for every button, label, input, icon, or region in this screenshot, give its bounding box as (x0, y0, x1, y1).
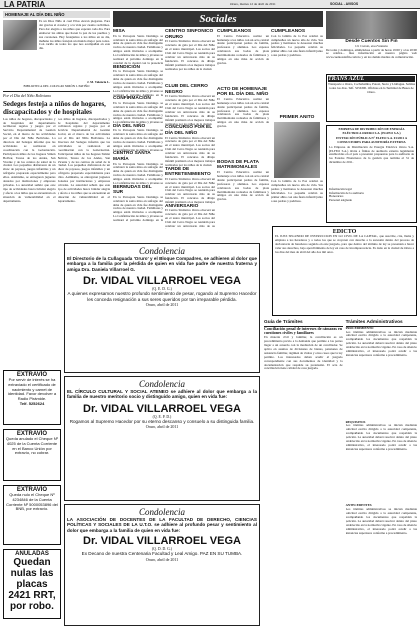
cuentos-text: De todas y domingos, emitiéndose a partir de horas 19:00 y a las 20:00 se celebra... mas información en nuestra página web www.cuentossinfin.com.bo y en los demás medios de comunicación. (326, 48, 417, 60)
tramites-head: REQUISITOS (345, 419, 366, 424)
sociales-col-1 (113, 29, 163, 241)
classified-ad (3, 485, 61, 545)
classified-ad (3, 370, 61, 425)
licitacion-item: Información de la auditoría (329, 190, 364, 195)
cuentos-ad (326, 11, 417, 71)
licitacion-ad (326, 125, 417, 223)
condolence-title: Condolencia (139, 379, 185, 389)
sociales-text: El Centro Sinfónico Oruro ofrecerá un concierto de gala por el Día del Niño en el teatro municipal. Los socios del Club del Cerro Negro se reunirán para celebrar un aniversario más de su fundación. El concurso de dibujo infantil premiará a los mejores trabajos realizados por los niños de la ciudad. (165, 136, 215, 167)
sociales-head: CENTRO SANTA MARÍA (113, 151, 151, 162)
condolence-footer: A quienes expresamos nuestro profundo sentimiento de pesar, rogando al Supremo Hacedor les conceda resignación a sus seres queridos por tan irreparable pérdida. (67, 291, 257, 302)
sociales-head: ANIVERSARIO (165, 203, 199, 209)
condolence-body: LA ASOCIACIÓN DE DOCENTES DE LA FACULTAD DE DERECHO, CIENCIAS POLÍTICAS Y SOCIALES DE LA U.T.O. se adhiere al profundo pesar y sentimiento al dolor que embarga a la familia de quien en vida fue: (67, 517, 257, 533)
sociales-text: En la Parroquia Santo Domingo se celebrará la santa misa en sufragio del alma de quien en vida fue distinguido vecino de nuestra ciudad. Familiares y amigos están invitados a acompañar. La Confirmación de niños y jóvenes se realizará el próximo domingo en la (113, 70, 163, 97)
classified-ad (3, 429, 61, 481)
condolence-name: Dr. VIDAL VILLARROEL VEGA (83, 535, 241, 548)
condolence-rip: (Q. E. P. D.) (152, 414, 172, 419)
sociales-head: TARDE DE ENTRETENIMIENTO (165, 166, 211, 178)
condolence-notice (64, 504, 260, 626)
child-photo (3, 20, 37, 50)
sociales-head: ACTO DE HOMENAJE POR EL DÍA DEL NIÑO (217, 86, 269, 98)
story-headline: Sedeges festeja a niños de hogares, discapacitados y de hospitales (3, 99, 106, 116)
classified-title: EXTRAVÍO (16, 487, 48, 493)
sociales-head: CONFIRMACIÓN (113, 96, 151, 102)
homenaje-poem: Es un Dios Niño al cual Ellos elevan plegarias. Para dar gracias al creador y a la vida por cuanto recibimos. Para dar alegría a los niños que esperan cada día. Para enaltecer las almas que hacen la paz de los pueblos y sus corazones. Hoy festejamos a los niños en su día, mañana los niños festejan un mundo mejor para todos. Con cariño de todos los que nos acompañan en este día. (39, 20, 110, 51)
classified-title: ANULADAS (15, 551, 49, 557)
sociales-head: CUMPLEAÑOS (271, 29, 306, 34)
condolence-footer: Ex Decano de nuestra Centenaria Facultad y Leal Amigo. PAZ EN SU TUMBA. (81, 551, 243, 557)
trans-title: TRANS AZUL (328, 76, 415, 82)
condolence-title: Condolencia (139, 246, 185, 256)
condolence-name: Dr. VIDAL VILLARROEL VEGA (83, 275, 241, 288)
classified-title: EXTRAVÍO (16, 372, 48, 378)
condolence-rip: (Q. D. D. G.) (151, 547, 173, 552)
classified-title: EXTRAVÍO (16, 431, 48, 437)
guia-title: Guía de Trámites (264, 320, 343, 327)
sociales-banner: Sociales (113, 11, 323, 27)
masthead-section: SOCIAL - AVISOS (330, 2, 359, 6)
edicto-title: EDICTO (332, 229, 357, 235)
tramites-head: PROCEDIMIENTO (345, 325, 374, 330)
sociales-text: El Centro Sinfónico Oruro ofrecerá un concierto de gala por el Día del Niño en el teatro municipal. Los socios del Club del Cerro Negro se reunirán para celebrar un aniversario más de su fundación. El concurso de dibujo infantil premiará a los mejores trabajos realizados por los niños de la ciudad. (165, 40, 215, 71)
sociales-col-4 (271, 29, 323, 241)
licitacion-text: La Empresa de Distribución de Energía Eléctrica Oruro S.A. (ELFEO S.A.) invita a firmas de auditoría externa legalmente establecidas en el país a presentar propuestas para la auditoría de los Estados Financieros de la gestión que termina el 31 de diciembre de 2011. (329, 145, 414, 165)
condolence-footer: Rogamos al Supremo Hacedor por su eterno descanso y consuelo a su distinguida familia. (69, 418, 255, 424)
classified-phone: Telf. 5252624 (19, 400, 45, 406)
tramites-text: Los trámites administrativos se inician mediante solicitud escrita dirigida a la autoridad competente, acompañando los documentos que respaldan la petición. La autoridad deberá resolver dentro del plazo establecido en la normativa vigente. En caso de silencio administrativo, el interesado podrá acudir a las instancias superiores conforme a procedimiento. (345, 330, 417, 357)
story-body: Los niños de hogares, discapacitados y de hospitales del departamento recibieron regalos y juegos por el Servicio Departamental de Gestión Social, en el marco de las actividades por el Día del Niño Boliviano. La directora del Sedeges informó que las actividades se realizaron en coordinación con la Gobernación. Participaron niños de los hogares Simón Bolívar, Teresa de los Andes, San Vicente y de los centros de salud de la ciudad. Los pequeños disfrutaron de un show de payasos, juegos infantiles y un refrigerio preparado especialmente para ellos. Asimismo, se entregaron juguetes donados por instituciones y empresas privadas. La autoridad señaló que este tipo de actividades busca brindar alegría y afecto a los niños que se encuentran en situación de vulnerabilidad en el departamento. (3, 117, 56, 203)
tramites-head: ANTECEDENTES (345, 503, 372, 508)
condolence-rip: (Q. E. D. G.) (152, 287, 172, 292)
sociales-text: El Centro Sinfónico Oruro ofrecerá un concierto de gala por el Día del Niño en el teatro municipal. Los socios del Club del Cerro Negro se reunirán para celebrar un aniversario más de su fundación. El concurso de dibujo infantil premiará a los mejores trabajos (165, 177, 215, 204)
tramites-title: Trámites Administrativos (346, 320, 417, 327)
sociales-head: DÍA DEL NIÑO (113, 123, 146, 129)
masthead (0, 0, 420, 9)
tramites-text: Los trámites administrativos se inician mediante solicitud escrita dirigida a la autoridad competente, acompañando los documentos que respaldan la petición. La autoridad deberá resolver dentro del plazo establecido en la normativa vigente. En caso de silencio administrativo, el interesado podrá acudir a las instancias superiores conforme a procedimiento. (345, 508, 417, 535)
trans-ad (326, 74, 417, 122)
sociales-text: El Centro Educativo realizó un homenaje a los niños con un acto central donde participaron padres de familia, profesores y alumnos. Los esposos celebraron sus bodas de plata matrimoniales rodeados de familiares y amigos en una misa de acción de gracias. (217, 34, 269, 65)
licitacion-title: EMPRESA DE DISTRIBUCIÓN DE ENERGÍA ELÉCTRICA ORURO S.A. (ELFEO S.A.) (338, 127, 405, 135)
sociales-head: BENDICIÓN (113, 64, 140, 70)
tramites-text: Los trámites administrativos se inician mediante solicitud escrita dirigida a la autoridad competente, acompañando los documentos que respaldan la petición. La autoridad deberá resolver dentro del plazo establecido en la normativa vigente. En caso de silencio administrativo, el interesado podrá acudir a las instancias superiores conforme a procedimiento. (345, 424, 417, 451)
edicto-text: EL JUEZ SEGUNDO DE INSTRUCCIÓN EN LO CIVIL DE LA CAPITAL, que suscribe, cita, llama y emplaza a los herederos y a todos los que se creyeren con derecho a la sucesión dentro del proceso de declaratoria de herederos seguido en este juzgado, para que dentro del término de ley se presenten a hacer valer sus derechos, bajo apercibimiento de ley en caso de incomparecencia. Es dado en la ciudad de Oruro a los días del mes de abril del año dos mil once. (275, 235, 414, 254)
condolence-body: EL CÍRCULO CULTURAL Y SOCIAL ATENEO se adhiere al dolor que embarga a la familia de nuestro meritorio socio y distinguido amigo, quien en vida fue: (67, 389, 257, 400)
sociales-col-3 (217, 29, 269, 241)
poem-signature-sub: BIBLIOTECA DEL COLEGIO SIMÓN I. PATIÑO (23, 83, 90, 88)
sociales-col-2 (165, 29, 215, 241)
trans-text: Transporte a Oruro, Cochabamba, Potosí, Sucre y Llallagua. Salidas todos los días. Telf. 5256300. Oficinas en la Terminal de Buses de Oruro. (328, 82, 415, 94)
guia-section (264, 320, 417, 626)
classified-body: Queda anulado el Cheque Nº 4025 de la Cuenta Corriente en el Banco Unión por extravío, no cobrar. (5, 436, 59, 456)
sociales-text: En la Parroquia Santo Domingo se celebrará la santa misa en sufragio del alma de quien en vida fue distinguido vecino de nuestra ciudad. Familiares y amigos están invitados a acompañar. La Confirmación de niños y jóvenes se (113, 101, 163, 124)
newspaper-logo: LA PATRIA (4, 0, 46, 9)
guia-subtitle: Conciliación penal de intereses de cámaras en cuestiones civiles y familiares (264, 325, 342, 336)
classified-body: Por servir de interés se ha extraviado el certificado de nacimiento y carnet de identidad. Favor devolver a Radio Pirámide. (7, 377, 57, 402)
cuentos-title: Desde Cuentos Sin Fin (345, 39, 398, 44)
sociales-text: El Centro Educativo realizó un homenaje a los niños con un acto central donde participaron padres de familia, profesores y alumnos. Los esposos celebraron sus bodas de plata matrimoniales rodeados de familiares y amigos en una misa de acción de gracias. (217, 170, 269, 202)
sociales-text: El Centro Sinfónico Oruro ofrecerá un concierto de gala por el Día del Niño en el teatro municipal. Los socios del Club del Cerro Negro se reunirán para celebrar un aniversario más de su (165, 209, 215, 228)
sociales-head: CENTRO SINFÓNICO ORURO (165, 29, 214, 40)
story-kicker: Por el Día del Niño Boliviano (3, 92, 52, 98)
classified-body: Queda nulo el Cheque Nº 4234846 de la Cuenta Corriente Nº 5000053896 del BNB, por extravío. (6, 492, 58, 512)
story-body-cont: Los niños de hogares, discapacitados y de hospitales del departamento recibieron regalos y juegos por el Servicio Departamental de Gestión Social, en el marco de las actividades por el Día del Niño Boliviano. La directora del Sedeges informó que las actividades se realizaron en coordinación con la Gobernación. Participaron niños de los hogares Simón Bolívar, Teresa de los Andes, San Vicente y de los centros de salud de la ciudad. Los pequeños disfrutaron de un show de payasos, juegos infantiles y un refrigerio preparado especialmente para ellos. Asimismo, se entregaron juguetes donados por instituciones y empresas privadas. La autoridad señaló que este tipo de actividades busca brindar alegría y afecto a los niños que se encuentran en situación de vulnerabilidad en el departamento. (57, 117, 110, 203)
guia-text: En materia civil y familiar, la conciliación es un procedimiento previo a la demanda que permite a las partes llegar a un acuerdo con la mediación de un conciliador. Se aplica en asuntos de divisiones de bienes, pensiones de asistencia familiar, régimen de visitas y otros casos que la ley permite. Los interesados deben acudir al juzgado correspondiente con sus documentos de identidad y la documentación que respalde su pretensión. El acta de conciliación tiene calidad de cosa juzgada. (264, 336, 343, 371)
sociales-text: Con la familia de la Paz celebró su cumpleaños un nuevo año de vida. Sus padres y hermanos le desearon muchas felicidades. La pequeña celebró su primer añito con una fiesta infantil junto a sus padres y padrinos. (271, 34, 323, 58)
licitacion-subtitle: INVITACIÓN PÚBLICA N° ELFEO S.A. 01/2011 A CONSULTORES PARA AUDITORÍA EXTERNA (336, 135, 407, 144)
condolence-date: Oruro, abril de 2011 (145, 556, 179, 562)
cuentos-banner-image (326, 11, 417, 39)
sociales-head: CONCURSO POR EL DÍA DEL NIÑO (165, 125, 213, 136)
classified-body: Quedan nulas las placas 2421 RRT, por robo. (8, 557, 56, 612)
licitacion-item: Personal asignado (329, 198, 353, 203)
sociales-head: PRIMER ANITO (279, 114, 315, 120)
masthead-date: Oruro, martes 12 de abril de 2011 (230, 2, 276, 6)
sociales-text: Con la familia de la Paz celebró su cumpleaños un nuevo año de vida. Sus padres y hermanos le desearon muchas felicidades. La pequeña celebró su primer añito con una fiesta infantil junto a sus padres y padrinos. (271, 180, 323, 203)
sociales-text: El Centro Sinfónico Oruro ofrecerá un concierto de gala por el Día del Niño en el teatro municipal. Los socios del Club del Cerro Negro se reunirán para celebrar un aniversario más de su fundación. El concurso de dibujo infantil premiará a los mejores trabajos realizados por los niños de la ciudad. (165, 95, 215, 126)
licitacion-item: Honorarios (329, 194, 344, 199)
sociales-text: El Centro Educativo realizó un homenaje a los niños con un acto central donde participaron padres de familia, profesores y alumnos. Los esposos celebraron sus bodas de plata matrimoniales rodeados de familiares y amigos en una misa de acción de gracias. (217, 97, 269, 129)
sociales-head: CLUB DEL CERRO NEGRO (165, 84, 208, 95)
condolence-name: Dr. VIDAL VILLARROEL VEGA (83, 402, 241, 415)
condolence-notice (64, 376, 260, 501)
classified-ad (3, 549, 61, 619)
condolence-title: Condolencia (139, 507, 185, 517)
poem-signature: J. M. Valencia L. (86, 80, 110, 84)
condolence-date: Oruro, abril de 2011 (145, 424, 179, 430)
homenaje-title: HOMENAJE AL DÍA DEL NIÑO (3, 11, 110, 18)
licitacion-item: Información legal (329, 186, 352, 191)
cuentos-subtitle: Un Cuento, una Fantasía (355, 43, 388, 48)
baby-photo (274, 122, 320, 178)
condolence-body: El Directorio de la Cullaguada 'Oruro' y el Bloque Compadres, se adhieren al dolor que embarga a la familia por la pérdida de quien en vida fue padre de nuestra fraterna y amiga Dra. Daniela Villarroel G. (67, 256, 257, 272)
classifieds-column (3, 370, 61, 626)
sociales-head: BERMUDAS DEL SUR (113, 184, 152, 196)
sociales-head: BODAS DE PLATA MATRIMONIALES (217, 159, 259, 171)
sociales-text: En la Parroquia Santo Domingo se celebrará la santa misa en sufragio del alma de quien en vida fue distinguido vecino de nuestra ciudad. Familiares y amigos están invitados a acompañar. La Confirmación de niños y jóvenes se realizará el próximo domingo en la (113, 195, 163, 222)
edicto-notice (272, 226, 417, 316)
sociales-text: En la Parroquia Santo Domingo se celebrará la santa misa en sufragio del alma de quien en vida fue distinguido vecino de nuestra ciudad. Familiares y amigos están invitados a acompañar. La Confirmación de niños y jóvenes se (113, 162, 163, 185)
sociales-text: En la Parroquia Santo Domingo se celebrará la santa misa en sufragio del alma de quien en vida fue distinguido vecino de nuestra ciudad. Familiares y amigos están invitados a acompañar. La Confirmación de niños y jóvenes se (113, 129, 163, 152)
condolence-notice (64, 243, 260, 373)
sociales-text: En la Parroquia Santo Domingo se celebrará la santa misa en sufragio del alma de quien en vida fue distinguido vecino de nuestra ciudad. Familiares y amigos están invitados a acompañar. La Confirmación de niños y jóvenes se realizará el próximo domingo en la catedral de la ciudad con la presencia (113, 34, 163, 65)
sociales-head: MISA (113, 29, 125, 34)
sociales-head: CUMPLEAÑOS (217, 29, 252, 34)
condolence-date: Oruro, abril de 2011 (145, 302, 179, 308)
